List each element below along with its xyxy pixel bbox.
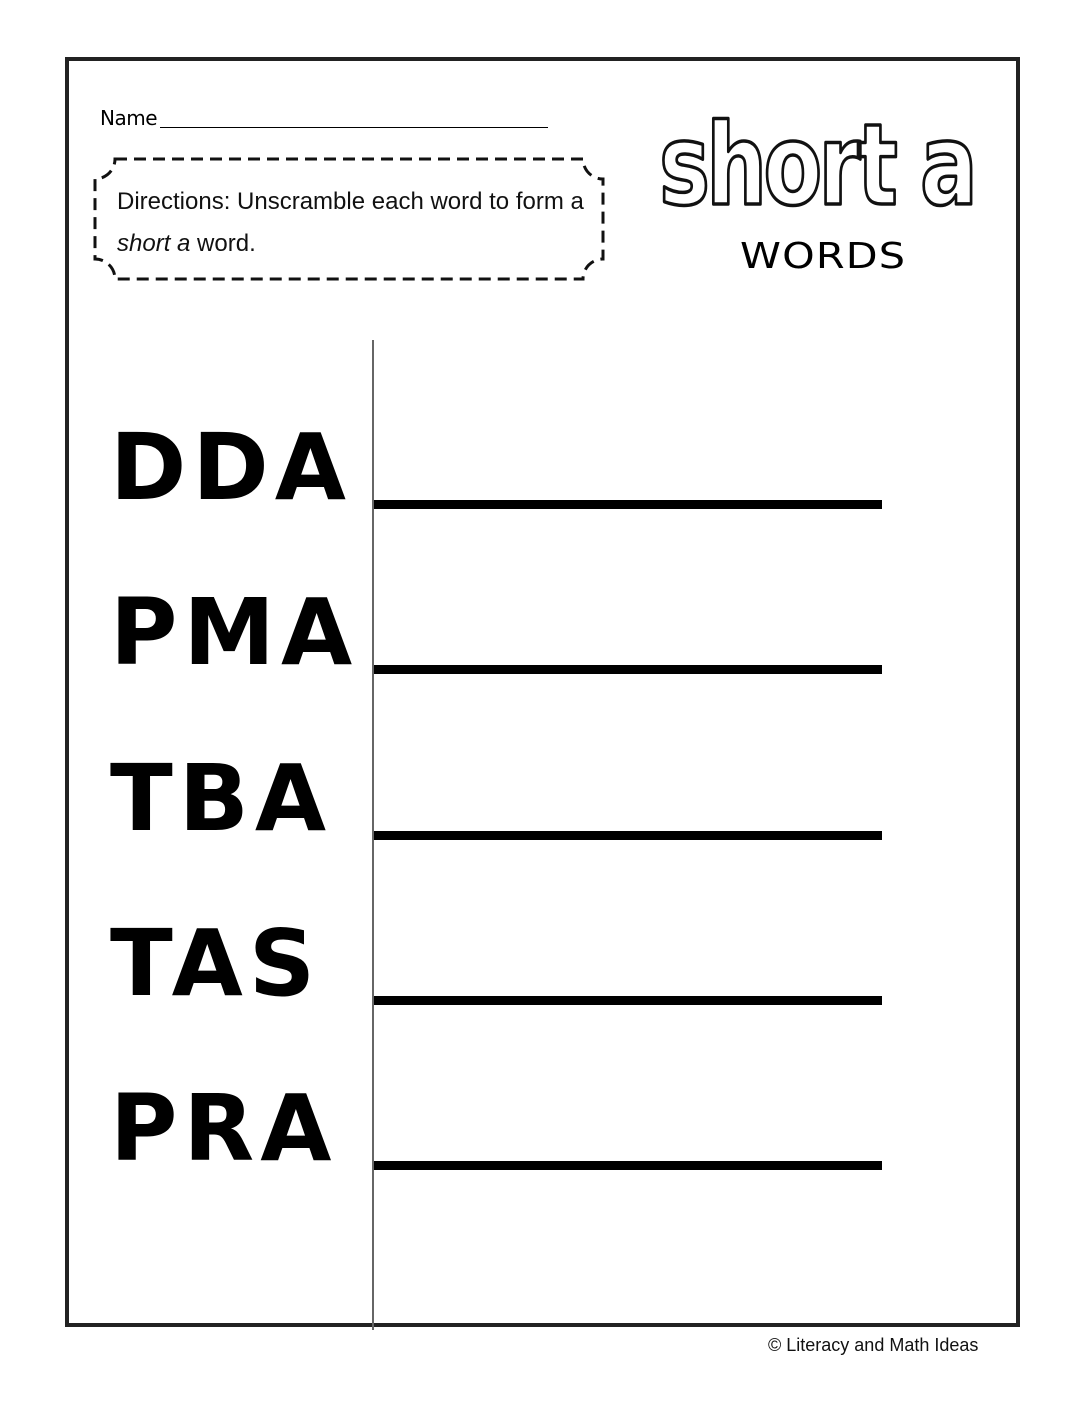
directions-text <box>117 181 587 265</box>
answer-line[interactable] <box>374 996 882 1005</box>
scrambled-word: PMA <box>110 579 359 686</box>
scrambled-word: TAS <box>110 910 322 1017</box>
directions-prefix: Directions: Unscramble each word to form a <box>117 188 584 215</box>
answer-line[interactable] <box>374 500 882 509</box>
title-outline-text <box>655 92 985 232</box>
answer-line[interactable] <box>374 665 882 674</box>
directions-box <box>93 157 605 281</box>
answer-line[interactable] <box>374 831 882 840</box>
directions-emphasis: short a <box>117 230 191 257</box>
scrambled-word: DDA <box>110 414 352 521</box>
title-main: short a <box>659 101 974 231</box>
scrambled-word: PRA <box>110 1075 338 1182</box>
name-field-line[interactable] <box>160 127 548 128</box>
copyright-notice: © Literacy and Math Ideas <box>768 1335 979 1355</box>
directions-suffix: word. <box>190 230 256 257</box>
answer-line[interactable] <box>374 1161 882 1170</box>
title-sub: WORDS <box>740 236 907 277</box>
name-label: Name <box>100 106 158 130</box>
scrambled-word: TBA <box>110 745 333 852</box>
